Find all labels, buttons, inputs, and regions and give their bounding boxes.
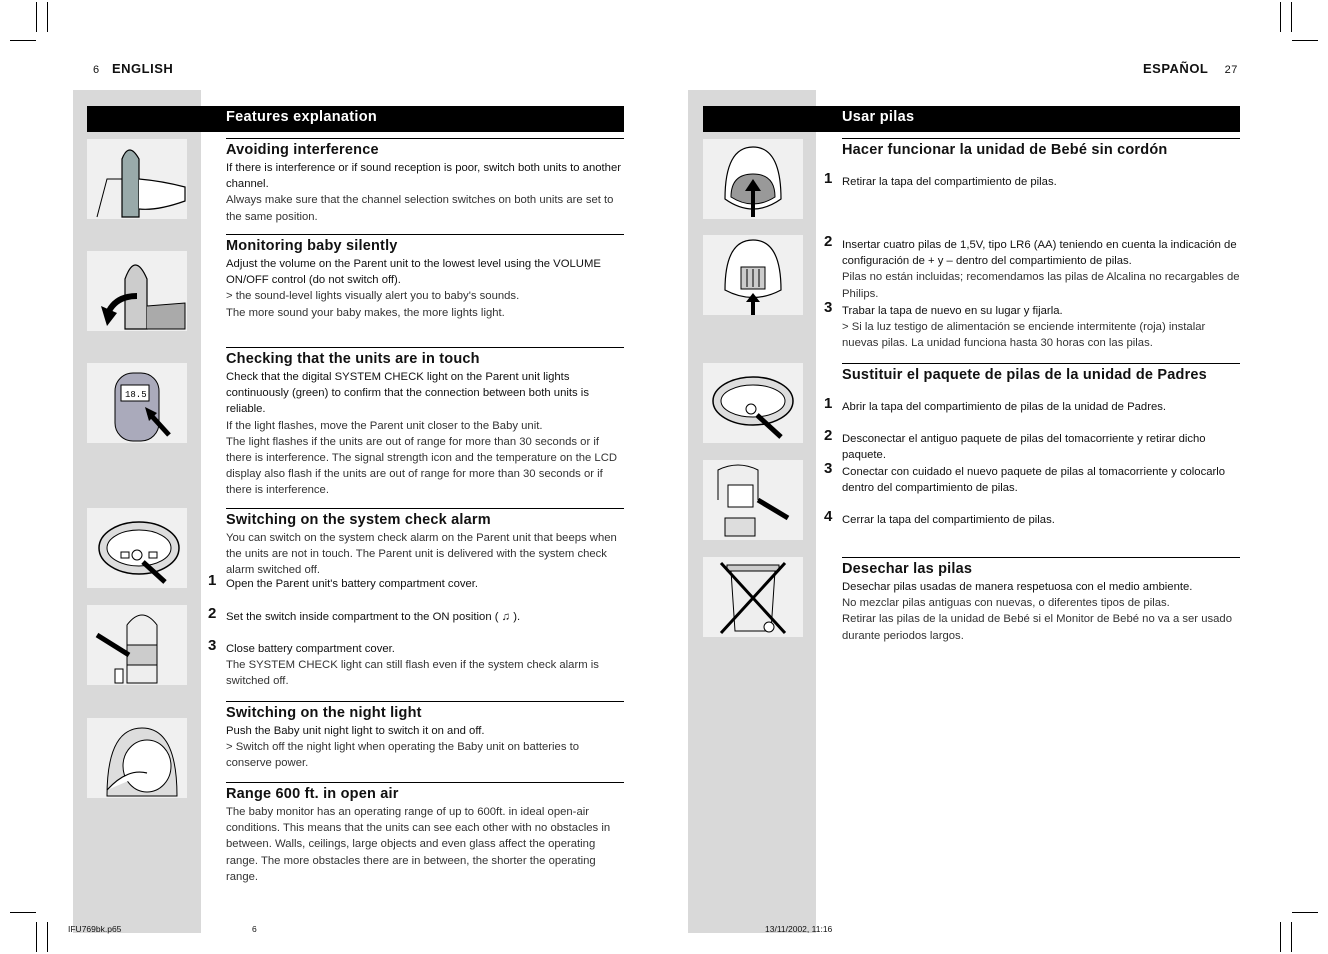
step-note: The SYSTEM CHECK light can still flash even if the system check alarm is switched off. (226, 659, 599, 688)
illustration-baby-unit-cover (703, 139, 803, 219)
section-text: The baby monitor has an operating range of up to 600ft. in ideal open-air conditions. This means that the units can see each other with no obstacles in between. Walls, ceilings, large objects and even glass affect the operating range. The more obstacles there are in between, the shorter the operating range. (226, 806, 611, 883)
footer-file: IFU769bk.p65 (68, 924, 122, 934)
step-note: Pilas no están incluidas; recomendamos las pilas de Alcalina no recargables de Philips. (842, 271, 1240, 300)
step-text: Conectar con cuidado el nuevo paquete de pilas al tomacorriente y colocarlo dentro del compartimiento de pilas. (842, 466, 1226, 495)
step-note: > Si la luz testigo de alimentación se enciende intermitente (roja) instalar nuevas pilas. La unidad funciona hasta 30 horas con las pilas. (842, 321, 1206, 350)
section-text: Retirar las pilas de la unidad de Bebé si el Monitor de Bebé no va a ser usado durante periodos largos. (842, 613, 1232, 642)
batteries-icon (703, 235, 803, 315)
section-text: Always make sure that the channel selection switches on both units are set to the same position. (226, 194, 614, 223)
right-page-header (1143, 61, 1238, 76)
illustration-parent-unit-lcd (87, 363, 187, 443)
step-number: 4 (824, 508, 833, 525)
illustration-night-light (87, 718, 187, 798)
step-number: 2 (824, 233, 833, 250)
section-text: > Switch off the night light when operating the Baby unit on batteries to conserve power. (226, 741, 580, 770)
section-title: Range 600 ft. in open air (226, 786, 399, 802)
section-text: If there is interference or if sound reception is poor, switch both units to another channel. (226, 162, 621, 191)
step-2 (824, 427, 1240, 463)
right-page-number: 27 (1224, 64, 1238, 76)
section-units-in-touch (226, 347, 624, 499)
night-light-icon (87, 718, 187, 798)
left-section-bar (87, 106, 624, 132)
step-3 (824, 460, 1240, 496)
lcd-text: 18.5 (125, 390, 147, 400)
step-number: 2 (208, 605, 217, 622)
section-avoiding-interference (226, 138, 624, 225)
illustration-switch-on (87, 605, 187, 685)
section-title: Desechar las pilas (842, 561, 973, 577)
step-number: 3 (824, 460, 833, 477)
step-1 (824, 395, 1240, 415)
step-2 (208, 605, 624, 625)
section-title: Checking that the units are in touch (226, 351, 480, 367)
illustration-disposal-bin (703, 557, 803, 637)
step-text: Retirar la tapa del compartimiento de pilas. (842, 176, 1057, 188)
hand-unit-icon (87, 139, 187, 219)
left-page-number: 6 (93, 64, 100, 76)
section-text: The more sound your baby makes, the more lights light. (226, 306, 505, 319)
right-section-bar (703, 106, 1240, 132)
step-number: 3 (208, 637, 217, 654)
switch-icon (87, 605, 187, 685)
footer-page: 6 (252, 924, 257, 934)
section-dispose-batteries (842, 557, 1240, 644)
step-text: Insertar cuatro pilas de 1,5V, tipo LR6 (AA) teniendo en cuenta la indicación de configuración de + y – dentro del compartimiento de pilas. (842, 239, 1237, 268)
step-1 (208, 572, 624, 592)
right-language: ESPAÑOL (1143, 61, 1209, 76)
section-text: Adjust the volume on the Parent unit to the lowest level using the VOLUME ON/OFF control (do not switch off). (226, 258, 601, 287)
step-text: Abrir la tapa del compartimiento de pilas de la unidad de Padres. (842, 401, 1167, 413)
section-text: > the sound-level lights visually alert you to baby's sounds. (226, 290, 520, 303)
step-4 (824, 508, 1240, 528)
illustration-battery-cover (87, 508, 187, 588)
crossed-bin-icon (703, 557, 803, 637)
section-title: Sustituir el paquete de pilas de la unidad de Padres (842, 367, 1207, 383)
section-night-light (226, 701, 624, 772)
section-title: Switching on the system check alarm (226, 512, 491, 528)
step-number: 1 (824, 395, 833, 412)
step-number: 1 (208, 572, 217, 589)
section-title: Avoiding interference (226, 142, 379, 158)
left-language: ENGLISH (111, 61, 174, 76)
baby-unit-back-icon (703, 139, 803, 219)
step-text: Trabar la tapa de nuevo en su lugar y fijarla. (842, 305, 1063, 317)
step-number: 2 (824, 427, 833, 444)
section-text: Check that the digital SYSTEM CHECK light on the Parent unit lights continuously (green) to confirm that the connection between both units is reliable. (226, 371, 589, 416)
step-text: Close battery compartment cover. (226, 643, 395, 655)
parent-cover-icon (703, 363, 803, 443)
step-text: Desconectar el antiguo paquete de pilas del tomacorriente y retirar dicho paquete. (842, 433, 1206, 462)
step-text: Cerrar la tapa del compartimiento de pilas. (842, 514, 1055, 526)
illustration-insert-batteries (703, 235, 803, 315)
section-text: The light flashes if the units are out of range for more than 30 seconds or if there is interference. The signal strength icon and the temperature on the LCD display also flash if the units are out of range for more than 30 seconds or if there is interference. (226, 435, 618, 497)
step-number: 1 (824, 170, 833, 187)
step-text: Set the switch inside compartment to the ON position ( ♫ ). (226, 611, 521, 623)
parent-unit-icon (87, 363, 187, 443)
section-title: Switching on the night light (226, 705, 422, 721)
left-section-title: Features explanation (226, 109, 378, 125)
volume-arrow-icon (87, 251, 187, 331)
illustration-parent-battery-cover (703, 363, 803, 443)
step-number: 3 (824, 299, 833, 316)
step-3 (824, 299, 1240, 352)
section-title: Monitoring baby silently (226, 238, 398, 254)
illustration-channel-switch (87, 139, 187, 219)
illustration-volume-control (87, 251, 187, 331)
section-system-check-alarm (226, 508, 624, 579)
section-text: You can switch on the system check alarm on the Parent unit that beeps when the units are not in touch. The Parent unit is delivered with the system check alarm switched off. (226, 532, 617, 577)
battery-cover-icon (87, 508, 187, 588)
footer-date: 13/11/2002, 11:16 (765, 924, 833, 934)
section-text: No mezclar pilas antiguas con nuevas, o diferentes tipos de pilas. (842, 597, 1170, 610)
step-text: Open the Parent unit's battery compartment cover. (226, 578, 479, 590)
battery-pack-icon (703, 460, 803, 540)
step-2 (824, 233, 1240, 302)
section-baby-unit-cordless (842, 138, 1240, 160)
illustration-battery-pack (703, 460, 803, 540)
section-title: Hacer funcionar la unidad de Bebé sin cordón (842, 142, 1168, 158)
right-section-title: Usar pilas (842, 109, 915, 125)
left-page-header (93, 61, 173, 76)
section-monitoring-silently (226, 234, 624, 321)
section-parent-battery-pack (842, 363, 1240, 385)
step-1 (824, 170, 1240, 190)
section-text: Desechar pilas usadas de manera respetuosa con el medio ambiente. (842, 581, 1193, 593)
step-3 (208, 637, 624, 690)
section-text: If the light flashes, move the Parent unit closer to the Baby unit. (226, 419, 543, 432)
section-text: Push the Baby unit night light to switch it on and off. (226, 725, 485, 737)
section-range (226, 782, 624, 885)
